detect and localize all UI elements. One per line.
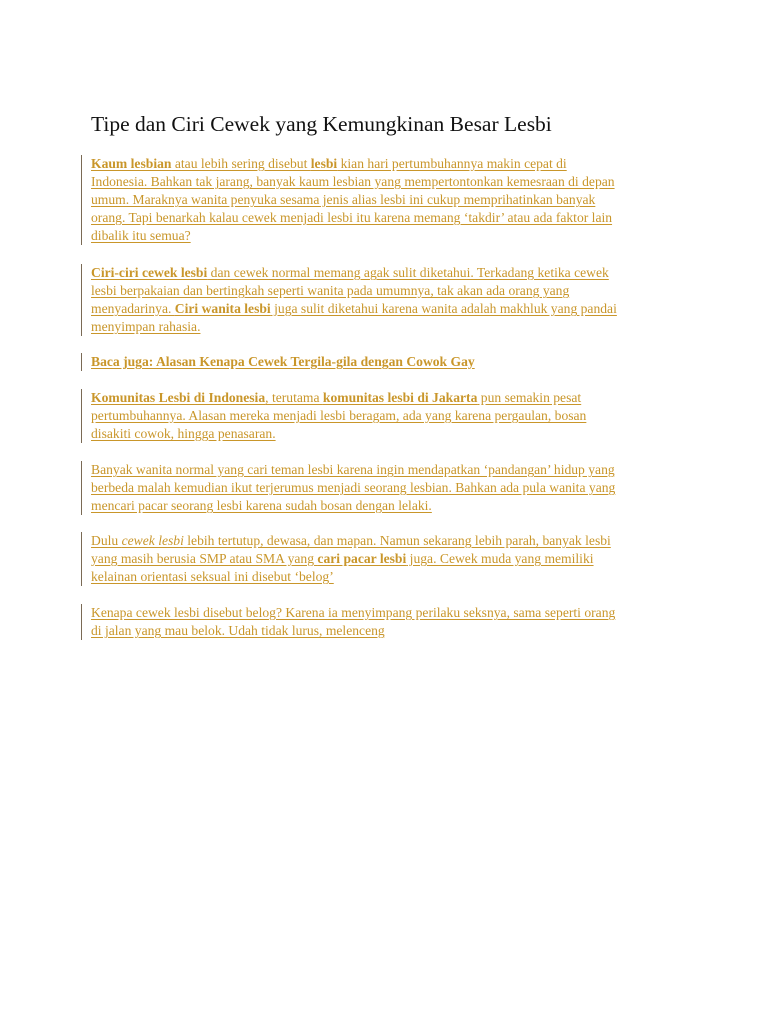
paragraph-line[interactable] — [91, 318, 691, 336]
link-text[interactable]: Dulu — [91, 533, 122, 548]
bold-link-text[interactable]: Kaum lesbian — [91, 156, 172, 171]
link-text[interactable]: Banyak wanita normal yang cari teman lesbi karena ingin mendapatkan ‘pandangan’ hidup yang — [91, 462, 615, 477]
link-text[interactable]: juga. Cewek muda yang memiliki — [406, 551, 594, 566]
paragraph-line[interactable] — [91, 173, 691, 191]
link-text[interactable]: orang. Tapi benarkah kalau cewek menjadi lesbi itu karena memang ‘takdir’ atau ada faktor lain — [91, 210, 613, 225]
link-text[interactable]: atau lebih sering disebut — [171, 156, 311, 171]
paragraph-line[interactable] — [91, 568, 691, 586]
link-text[interactable]: Kenapa cewek lesbi disebut belog? Karena ia menyimpang perilaku seksnya, sama seperti orang — [91, 605, 616, 620]
paragraph-line[interactable] — [91, 353, 691, 371]
paragraph-kenapa[interactable] — [81, 604, 691, 640]
paragraph-line[interactable] — [91, 209, 691, 227]
bold-link-text[interactable]: Baca juga: Alasan Kenapa Cewek Tergila-gila dengan Cowok Gay — [91, 354, 475, 369]
paragraph-line[interactable] — [91, 389, 691, 407]
paragraph-line[interactable] — [91, 425, 691, 443]
paragraph-line[interactable] — [91, 622, 691, 640]
paragraph-baca-juga[interactable] — [81, 353, 691, 371]
italic-link-text[interactable]: cewek lesbi — [121, 533, 184, 548]
link-text[interactable]: pun semakin pesat — [477, 390, 582, 405]
paragraph-line[interactable] — [91, 532, 691, 550]
paragraph-komunitas[interactable] — [81, 389, 691, 443]
link-text[interactable]: kian hari pertumbuhannya makin cepat di — [337, 156, 567, 171]
link-text[interactable]: juga sulit diketahui karena wanita adalah makhluk yang pandai — [270, 301, 617, 316]
link-text[interactable]: dan cewek normal memang agak sulit diketahui. Terkadang ketika cewek — [207, 265, 609, 280]
bold-link-text[interactable]: Ciri wanita lesbi — [174, 301, 271, 316]
link-text[interactable]: yang masih berusia SMP atau SMA yang — [91, 551, 318, 566]
link-text[interactable]: disakiti cowok, hingga penasaran. — [91, 426, 276, 441]
paragraph-line[interactable] — [91, 282, 691, 300]
paragraph-line[interactable] — [91, 155, 691, 173]
paragraph-line[interactable] — [91, 191, 691, 209]
link-text[interactable]: umum. Maraknya wanita penyuka sesama jenis alias lesbi ini cukup memprihatinkan banyak — [91, 192, 596, 207]
bold-link-text[interactable]: lesbi — [310, 156, 338, 171]
link-text[interactable]: lebih tertutup, dewasa, dan mapan. Namun sekarang lebih parah, banyak lesbi — [183, 533, 611, 548]
link-text[interactable]: mencari pacar seorang lesbi karena sudah bosan dengan lelaki. — [91, 498, 432, 513]
bold-link-text[interactable]: Komunitas Lesbi di Indonesia — [91, 390, 266, 405]
link-text[interactable]: berbeda malah kemudian ikut terjerumus menjadi seorang lesbian. Bahkan ada pula wanita yang — [91, 480, 616, 495]
paragraph-banyak-wanita[interactable] — [81, 461, 691, 515]
paragraph-line[interactable] — [91, 407, 691, 425]
paragraph-line[interactable] — [91, 227, 691, 245]
paragraph-line[interactable] — [91, 550, 691, 568]
link-text[interactable]: , terutama — [265, 390, 323, 405]
link-text[interactable]: dibalik itu semua? — [91, 228, 191, 243]
link-text[interactable]: lesbi berpakaian dan bertingkah seperti wanita pada umumnya, tak akan ada orang yang — [91, 283, 570, 298]
paragraph-line[interactable] — [91, 479, 691, 497]
paragraph-line[interactable] — [91, 604, 691, 622]
paragraph-kaum-lesbian[interactable] — [81, 155, 691, 245]
paragraph-line[interactable] — [91, 461, 691, 479]
link-text[interactable]: kelainan orientasi seksual ini disebut ‘belog’ — [91, 569, 334, 584]
bold-link-text[interactable]: komunitas lesbi di Jakarta — [322, 390, 478, 405]
bold-link-text[interactable]: Ciri-ciri cewek lesbi — [91, 265, 208, 280]
link-text[interactable]: di jalan yang mau belok. Udah tidak lurus, melenceng — [91, 623, 385, 638]
paragraph-line[interactable] — [91, 497, 691, 515]
link-text[interactable]: menyadarinya. — [91, 301, 175, 316]
article-title: Tipe dan Ciri Cewek yang Kemungkinan Besar Lesbi — [91, 112, 552, 136]
link-text[interactable]: pertumbuhannya. Alasan mereka menjadi lesbi beragam, ada yang karena pergaulan, bosan — [91, 408, 587, 423]
bold-link-text[interactable]: cari pacar lesbi — [317, 551, 407, 566]
paragraph-line[interactable] — [91, 300, 691, 318]
paragraph-dulu[interactable] — [81, 532, 691, 586]
paragraph-ciri-ciri[interactable] — [81, 264, 691, 336]
link-text[interactable]: Indonesia. Bahkan tak jarang, banyak kaum lesbian yang mempertontonkan kemesraan di depan — [91, 174, 615, 189]
link-text[interactable]: menyimpan rahasia. — [91, 319, 201, 334]
paragraph-line[interactable] — [91, 264, 691, 282]
